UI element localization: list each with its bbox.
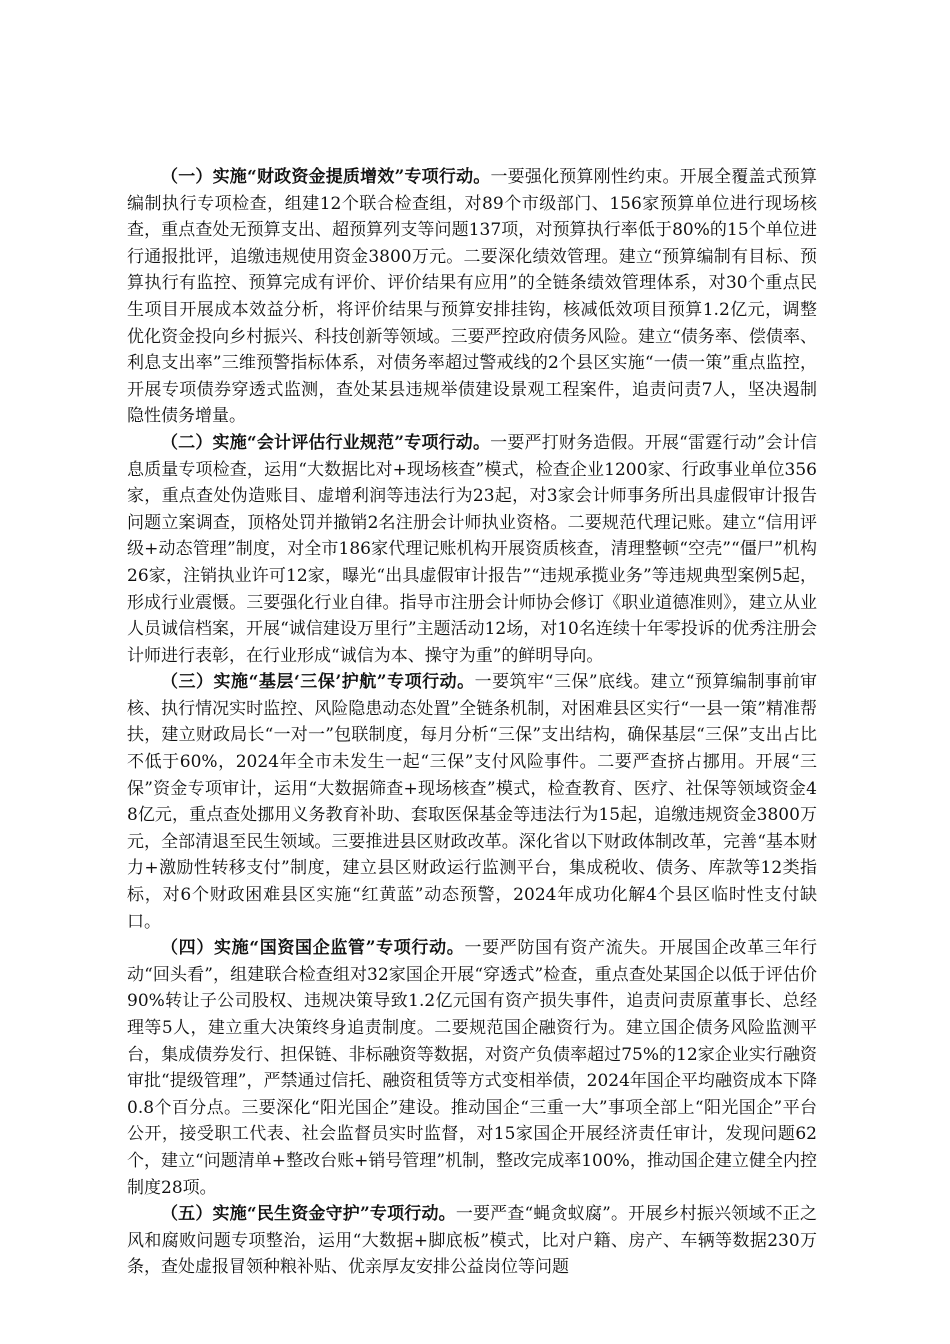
- paragraph-section-5: [127, 1201, 817, 1281]
- paragraph-section-3: [127, 669, 817, 935]
- section-3-text: 一要筑牢“三保”底线。建立“预算编制事前审核、执行情况实时监控、风险隐患动态处置”全链条机制，对困难县区实行“一县一策”精准帮扶，建立财政局长“一对一”包联制度，每月分析“三保”支出结构，确保基层“三保”支出占比不低于60%，2024年全市未发生一起“三保”支付风险事件。二要严查挤占挪用。开展“三保”资金专项审计，运用“大数据筛查+现场核查”模式，检查教育、医疗、社保等领域资金48亿元，重点查处挪用义务教育补助、套取医保基金等违法行为15起，追缴违规资金3800万元，全部清退至民生领域。三要推进县区财政改革。深化省以下财政体制改革，完善“基本财力+激励性转移支付”制度，建立县区财政运行监测平台，集成税收、债务、库款等12类指标，对6个财政困难县区实施“红黄蓝”动态预警，2024年成功化解4个县区临时性支付缺口。: [127, 672, 817, 932]
- section-1-text: 一要强化预算刚性约束。开展全覆盖式预算编制执行专项检查，组建12个联合检查组，对89个市级部门、156家预算单位进行现场核查，重点查处无预算支出、超预算列支等问题137项，对预算执行率低于80%的15个单位进行通报批评，追缴违规使用资金3800万元。二要深化绩效管理。建立“预算编制有目标、预算执行有监控、预算完成有评价、评价结果有应用”的全链条绩效管理体系，对30个重点民生项目开展成本效益分析，将评价结果与预算安排挂钩，核减低效项目预算1.2亿元，调整优化资金投向乡村振兴、科技创新等领域。三要严控政府债务风险。建立“债务率、偿债率、利息支出率”三维预警指标体系，对债务率超过警戒线的2个县区实施“一债一策”重点监控，开展专项债券穿透式监测，查处某县违规举债建设景观工程案件，追责问责7人，坚决遏制隐性债务增量。: [127, 167, 818, 427]
- section-5-text: 一要严查“蝇贪蚁腐”。开展乡村振兴领域不正之风和腐败问题专项整治，运用“大数据+脚底板”模式，比对户籍、房产、车辆等数据230万条，查处虚报冒领种粮补贴、优亲厚友安排公益岗位等问题: [127, 1204, 817, 1278]
- section-2-text: 一要严打财务造假。开展“雷霆行动”会计信息质量专项检查，运用“大数据比对+现场核查”模式，检查企业1200家、行政事业单位356家，重点查处伪造账目、虚增利润等违法行为23起，对3家会计师事务所出具虚假审计报告问题立案调查，顶格处罚并撤销2名注册会计师执业资格。二要规范代理记账。建立“信用评级+动态管理”制度，对全市186家代理记账机构开展资质核查，清理整顿“空壳”“僵尸”机构26家，注销执业许可12家，曝光“出具虚假审计报告”“违规承揽业务”等违规典型案例5起，形成行业震慑。三要强化行业自律。指导市注册会计师协会修订《职业道德准则》，建立从业人员诚信档案，开展“诚信建设万里行”主题活动12场，对10名连续十年零投诉的优秀注册会计师进行表彰，在行业形成“诚信为本、操守为重”的鲜明导向。: [127, 432, 817, 666]
- paragraph-section-1: [127, 164, 817, 430]
- section-2-heading: （二）实施“会计评估行业规范”专项行动。: [161, 432, 491, 453]
- paragraph-section-4: [127, 935, 817, 1201]
- section-4-text: 一要严防国有资产流失。开展国企改革三年行动“回头看”，组建联合检查组对32家国企开展“穿透式”检查，重点查处某国企以低于评估价90%转让子公司股权、违规决策导致1.2亿元国有资产损失事件，追责问责原董事长、总经理等5人，建立重大决策终身追责制度。二要规范国企融资行为。建立国企债务风险监测平台，集成债券发行、担保链、非标融资等数据，对资产负债率超过75%的12家企业实行融资审批“提级管理”，严禁通过信托、融资租赁等方式变相举债，2024年国企平均融资成本下降0.8个百分点。三要深化“阳光国企”建设。推动国企“三重一大”事项全部上“阳光国企”平台公开，接受职工代表、社会监督员实时监督，对15家国企开展经济责任审计，发现问题62个，建立“问题清单+整改台账+销号管理”机制，整改完成率100%，推动国企建立健全内控制度28项。: [127, 938, 818, 1198]
- section-3-heading: （三）实施“基层‘三保’护航”专项行动。: [161, 672, 475, 693]
- section-4-heading: （四）实施“国资国企监管”专项行动。: [161, 938, 465, 959]
- section-1-heading: （一）实施“财政资金提质增效”专项行动。: [161, 167, 491, 187]
- document-body: [127, 164, 817, 1281]
- section-5-heading: （五）实施“民生资金守护”专项行动。: [161, 1204, 456, 1225]
- paragraph-section-2: [127, 430, 817, 669]
